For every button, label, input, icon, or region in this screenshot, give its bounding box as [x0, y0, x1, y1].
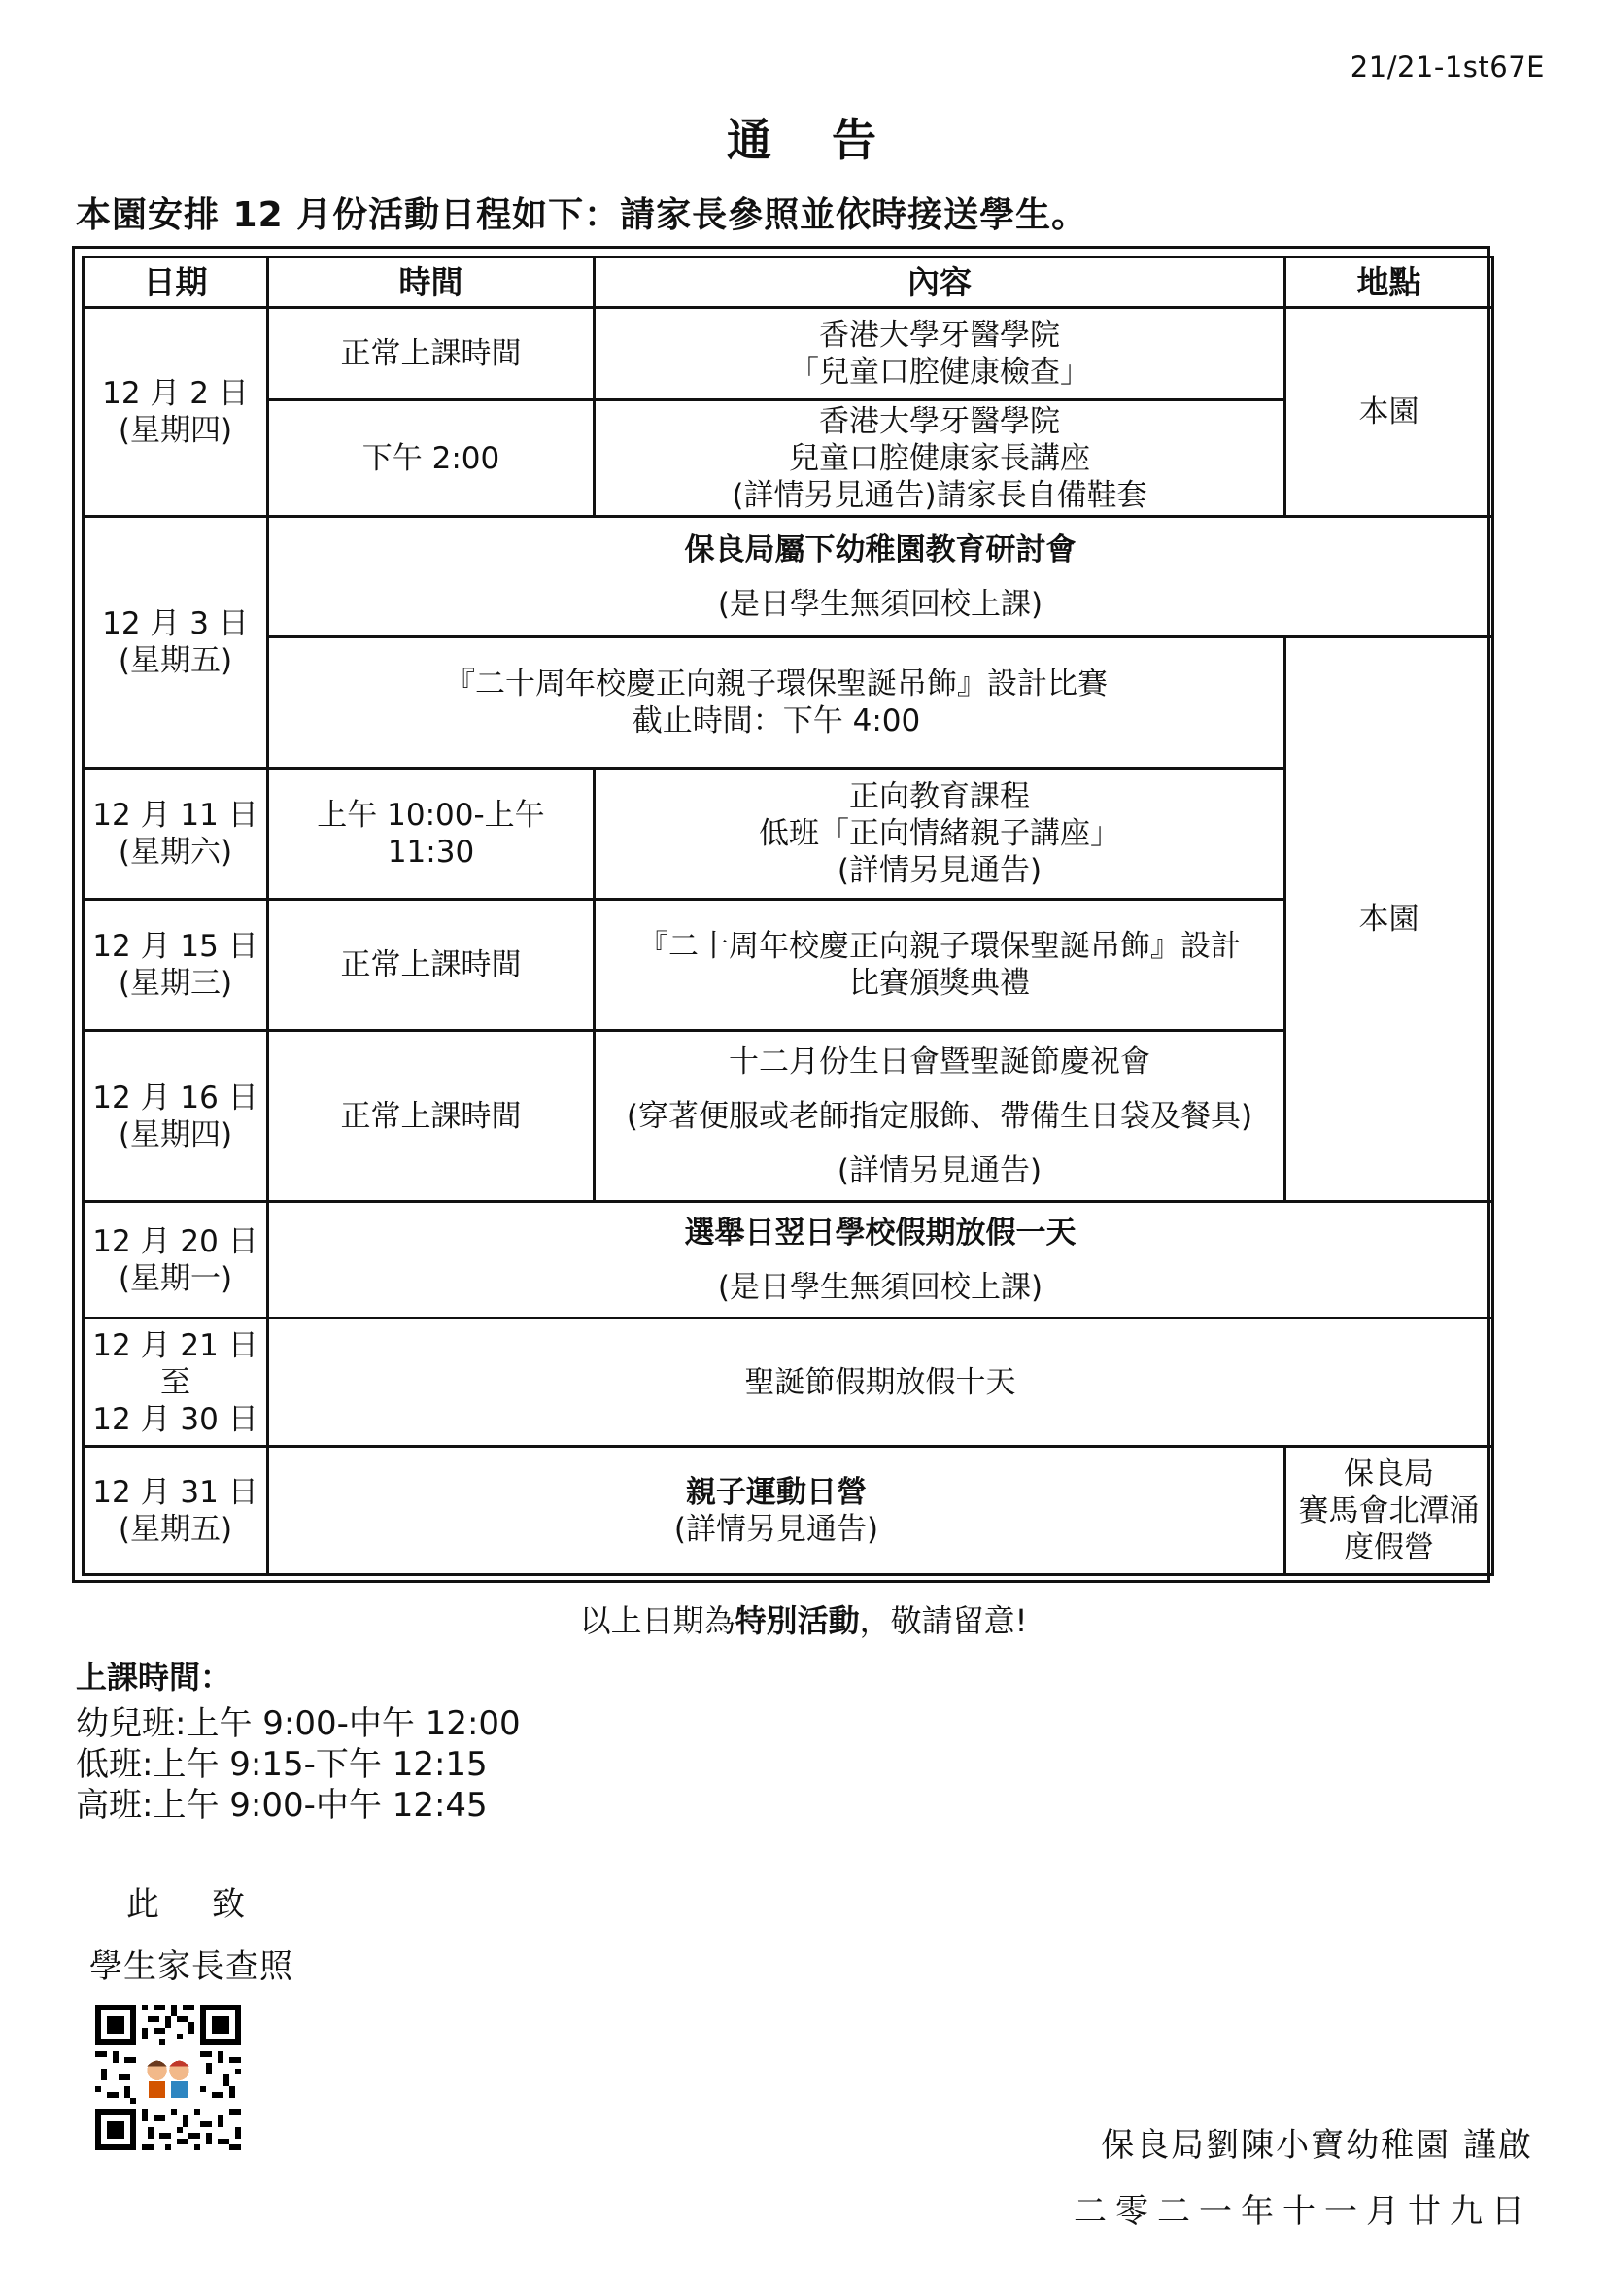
table-row: [84, 517, 1493, 637]
class-hours-title: 上課時間：: [76, 1659, 232, 1696]
signature-organization: 保良局劉陳小寶幼稚園 謹啟: [1101, 2126, 1533, 2165]
content-cell: 香港大學牙醫學院 「兒童口腔健康檢查」: [595, 308, 1285, 400]
time-cell: 正常上課時間: [268, 308, 595, 400]
time-cell: 正常上課時間: [268, 900, 595, 1031]
date-cell: 12 月 31 日 (星期五): [84, 1447, 268, 1575]
date-cell: 12 月 15 日 (星期三): [84, 900, 268, 1031]
date-cell: 12 月 21 日 至 12 月 30 日: [84, 1319, 268, 1447]
venue-cell: 保良局 賽馬會北潭涌 度假營: [1285, 1447, 1493, 1575]
table-row: [84, 1447, 1493, 1575]
table-row: [84, 1031, 1493, 1202]
qr-code-icon[interactable]: [95, 2005, 241, 2150]
content-cell: 選舉日翌日學校假期放假一天 (是日學生無須回校上課): [268, 1202, 1493, 1319]
venue-cell: 本園: [1285, 637, 1493, 1202]
content-cell: 聖誕節假期放假十天: [268, 1319, 1493, 1447]
content-cell: 十二月份生日會暨聖誕節慶祝會 (穿著便服或老師指定服飾、帶備生日袋及餐具) (詳情另見通告): [595, 1031, 1285, 1202]
table-row: [84, 1319, 1493, 1447]
class-hours-section: [76, 1657, 521, 1826]
table-row: [84, 400, 1493, 517]
content-cell: 正向教育課程 低班「正向情緒親子講座」 (詳情另見通告): [595, 769, 1285, 900]
date-cell: 12 月 2 日 (星期四): [84, 308, 268, 517]
intro-text: 本園安排 12 月份活動日程如下：請家長參照並依時接送學生。: [76, 195, 1088, 235]
column-header-time: 時間: [268, 257, 595, 308]
date-cell: 12 月 3 日 (星期五): [84, 517, 268, 769]
title-char-2: 告: [832, 114, 880, 166]
signature-date: 二零二一年十一月廿九日: [1074, 2192, 1533, 2231]
date-cell: 12 月 11 日 (星期六): [84, 769, 268, 900]
date-cell: 12 月 16 日 (星期四): [84, 1031, 268, 1202]
special-activity-note: 以上日期為特別活動，敬請留意!: [579, 1602, 1028, 1639]
schedule-table: [82, 256, 1494, 1576]
table-header-row: [84, 257, 1493, 308]
content-cell: 親子運動日營 (詳情另見通告): [268, 1447, 1285, 1575]
time-cell: 正常上課時間: [268, 1031, 595, 1202]
table-row: [84, 1202, 1493, 1319]
content-cell: 保良局屬下幼稚園教育研討會 (是日學生無須回校上課): [268, 517, 1493, 637]
content-cell: 『二十周年校慶正向親子環保聖誕吊飾』設計比賽 截止時間：下午 4:00: [268, 637, 1285, 769]
table-row: [84, 308, 1493, 400]
venue-cell: 本園: [1285, 308, 1493, 517]
recipient-line: 學生家長查照: [89, 1947, 293, 1986]
column-header-date: 日期: [84, 257, 268, 308]
class-hours-line: 低班:上午 9:15-下午 12:15: [76, 1745, 488, 1784]
content-cell: 香港大學牙醫學院 兒童口腔健康家長講座 (詳情另見通告)請家長自備鞋套: [595, 400, 1285, 517]
schedule-table-frame: [72, 246, 1490, 1583]
column-header-venue: 地點: [1285, 257, 1493, 308]
table-row: [84, 900, 1493, 1031]
title-char-1: 通: [727, 114, 775, 166]
table-row: [84, 637, 1493, 769]
date-cell: 12 月 20 日 (星期一): [84, 1202, 268, 1319]
column-header-content: 內容: [595, 257, 1285, 308]
content-cell: 『二十周年校慶正向親子環保聖誕吊飾』設計 比賽頒獎典禮: [595, 900, 1285, 1031]
closing-salutation: 此 致: [126, 1885, 247, 1924]
notice-title: [0, 105, 1607, 169]
time-cell: 下午 2:00: [268, 400, 595, 517]
document-reference-number: 21/21-1st67E: [1350, 51, 1545, 84]
time-cell: 上午 10:00-上午 11:30: [268, 769, 595, 900]
class-hours-line: 高班:上午 9:00-中午 12:45: [76, 1786, 488, 1825]
table-row: [84, 769, 1493, 900]
class-hours-line: 幼兒班:上午 9:00-中午 12:00: [76, 1704, 521, 1743]
